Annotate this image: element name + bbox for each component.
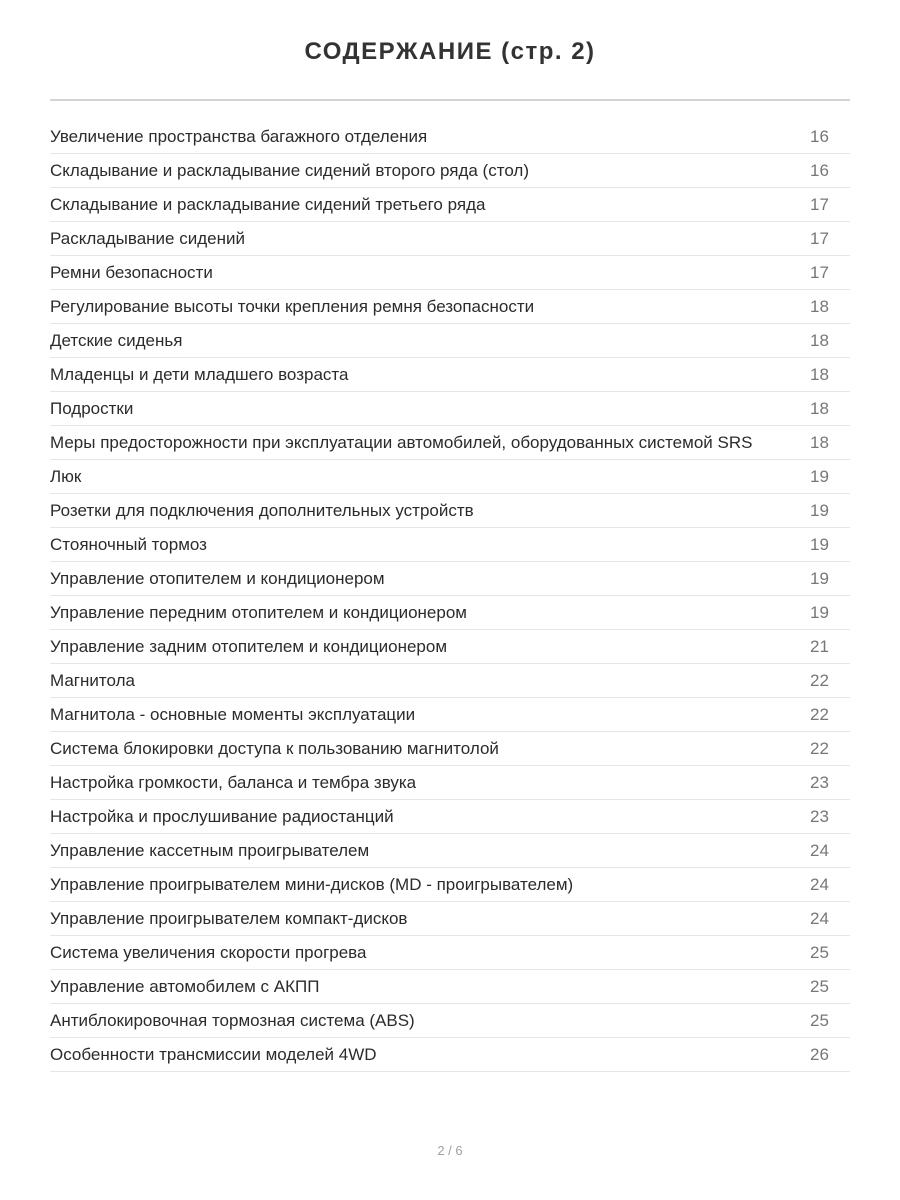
toc-entry-title: Детские сиденья bbox=[50, 330, 183, 350]
toc-entry-title: Управление проигрывателем компакт-дисков bbox=[50, 908, 408, 928]
toc-entry-page-number: 22 bbox=[810, 704, 829, 724]
toc-entry-title: Управление передним отопителем и кондиционером bbox=[50, 602, 467, 622]
toc-entry[interactable] bbox=[50, 324, 850, 358]
toc-entry-page-number: 19 bbox=[810, 534, 829, 554]
toc-entry-page-number: 25 bbox=[810, 1010, 829, 1030]
toc-entry-title: Стояночный тормоз bbox=[50, 534, 207, 554]
toc-entry-page-number: 19 bbox=[810, 466, 829, 486]
toc-entry[interactable] bbox=[50, 460, 850, 494]
toc-entry-title: Люк bbox=[50, 466, 82, 486]
toc-entry[interactable] bbox=[50, 596, 850, 630]
toc-entry[interactable] bbox=[50, 834, 850, 868]
toc-entry-page-number: 22 bbox=[810, 738, 829, 758]
toc-entry-page-number: 25 bbox=[810, 976, 829, 996]
toc-entry-page-number: 17 bbox=[810, 194, 829, 214]
toc-entry-title: Увеличение пространства багажного отделения bbox=[50, 126, 428, 146]
toc-entry[interactable] bbox=[50, 664, 850, 698]
toc-entry-page-number: 24 bbox=[810, 874, 829, 894]
toc-entry-page-number: 22 bbox=[810, 670, 829, 690]
toc-entry-title: Система блокировки доступа к пользованию магнитолой bbox=[50, 738, 499, 758]
toc-entry[interactable] bbox=[50, 494, 850, 528]
toc-entry-title: Раскладывание сидений bbox=[50, 228, 245, 248]
toc-entry-title: Настройка громкости, баланса и тембра звука bbox=[50, 772, 417, 792]
toc-entry[interactable] bbox=[50, 120, 850, 154]
toc-entry-page-number: 19 bbox=[810, 500, 829, 520]
toc-entry-page-number: 23 bbox=[810, 772, 829, 792]
toc-entry[interactable] bbox=[50, 154, 850, 188]
toc-list bbox=[50, 120, 850, 1072]
toc-entry[interactable] bbox=[50, 630, 850, 664]
toc-entry[interactable] bbox=[50, 358, 850, 392]
toc-entry[interactable] bbox=[50, 188, 850, 222]
toc-entry[interactable] bbox=[50, 800, 850, 834]
toc-entry-page-number: 25 bbox=[810, 942, 829, 962]
toc-entry-title: Управление кассетным проигрывателем bbox=[50, 840, 370, 860]
toc-entry[interactable] bbox=[50, 528, 850, 562]
toc-entry[interactable] bbox=[50, 256, 850, 290]
toc-entry-page-number: 24 bbox=[810, 840, 829, 860]
toc-entry[interactable] bbox=[50, 392, 850, 426]
toc-entry-page-number: 18 bbox=[810, 296, 829, 316]
toc-entry[interactable] bbox=[50, 868, 850, 902]
toc-entry-title: Управление автомобилем с АКПП bbox=[50, 976, 320, 996]
toc-entry-title: Розетки для подключения дополнительных устройств bbox=[50, 500, 474, 520]
toc-entry-title: Регулирование высоты точки крепления ремня безопасности bbox=[50, 296, 535, 316]
toc-entry-title: Ремни безопасности bbox=[50, 262, 213, 282]
toc-entry-page-number: 26 bbox=[810, 1044, 829, 1064]
toc-entry[interactable] bbox=[50, 1038, 850, 1072]
toc-entry-title: Система увеличения скорости прогрева bbox=[50, 942, 367, 962]
toc-entry-title: Складывание и раскладывание сидений третьего ряда bbox=[50, 194, 486, 214]
toc-entry[interactable] bbox=[50, 290, 850, 324]
toc-entry[interactable] bbox=[50, 562, 850, 596]
toc-entry-title: Магнитола bbox=[50, 670, 135, 690]
toc-entry-page-number: 18 bbox=[810, 364, 829, 384]
toc-entry[interactable] bbox=[50, 426, 850, 460]
page-indicator: 2 / 6 bbox=[437, 1143, 463, 1158]
toc-entry-page-number: 18 bbox=[810, 330, 829, 350]
toc-entry[interactable] bbox=[50, 902, 850, 936]
toc-entry-page-number: 18 bbox=[810, 398, 829, 418]
toc-entry-page-number: 19 bbox=[810, 602, 829, 622]
toc-entry-title: Магнитола - основные моменты эксплуатации bbox=[50, 704, 416, 724]
toc-entry-page-number: 19 bbox=[810, 568, 829, 588]
toc-entry-title: Меры предосторожности при эксплуатации автомобилей, оборудованных системой SRS bbox=[50, 432, 753, 452]
toc-entry-page-number: 16 bbox=[810, 160, 829, 180]
toc-entry-page-number: 21 bbox=[810, 636, 829, 656]
toc-entry-title: Подростки bbox=[50, 398, 134, 418]
toc-entry-page-number: 16 bbox=[810, 126, 829, 146]
toc-entry-page-number: 17 bbox=[810, 228, 829, 248]
toc-entry[interactable] bbox=[50, 970, 850, 1004]
page-title: СОДЕРЖАНИЕ (стр. 2) bbox=[304, 38, 596, 65]
toc-entry-title: Складывание и раскладывание сидений второго ряда (стол) bbox=[50, 160, 529, 180]
toc-entry-title: Настройка и прослушивание радиостанций bbox=[50, 806, 394, 826]
toc-entry[interactable] bbox=[50, 732, 850, 766]
toc-entry[interactable] bbox=[50, 1004, 850, 1038]
toc-entry-page-number: 24 bbox=[810, 908, 829, 928]
toc-entry-page-number: 17 bbox=[810, 262, 829, 282]
toc-entry-title: Антиблокировочная тормозная система (ABS) bbox=[50, 1010, 415, 1030]
toc-entry-page-number: 23 bbox=[810, 806, 829, 826]
toc-entry-title: Управление задним отопителем и кондиционером bbox=[50, 636, 448, 656]
title-divider bbox=[50, 99, 850, 101]
toc-entry-page-number: 18 bbox=[810, 432, 829, 452]
toc-entry-title: Управление проигрывателем мини-дисков (MD - проигрывателем) bbox=[50, 874, 574, 894]
toc-entry[interactable] bbox=[50, 936, 850, 970]
toc-entry-title: Особенности трансмиссии моделей 4WD bbox=[50, 1044, 377, 1064]
toc-entry-title: Младенцы и дети младшего возраста bbox=[50, 364, 349, 384]
toc-entry[interactable] bbox=[50, 698, 850, 732]
toc-entry[interactable] bbox=[50, 766, 850, 800]
toc-entry[interactable] bbox=[50, 222, 850, 256]
toc-entry-title: Управление отопителем и кондиционером bbox=[50, 568, 385, 588]
